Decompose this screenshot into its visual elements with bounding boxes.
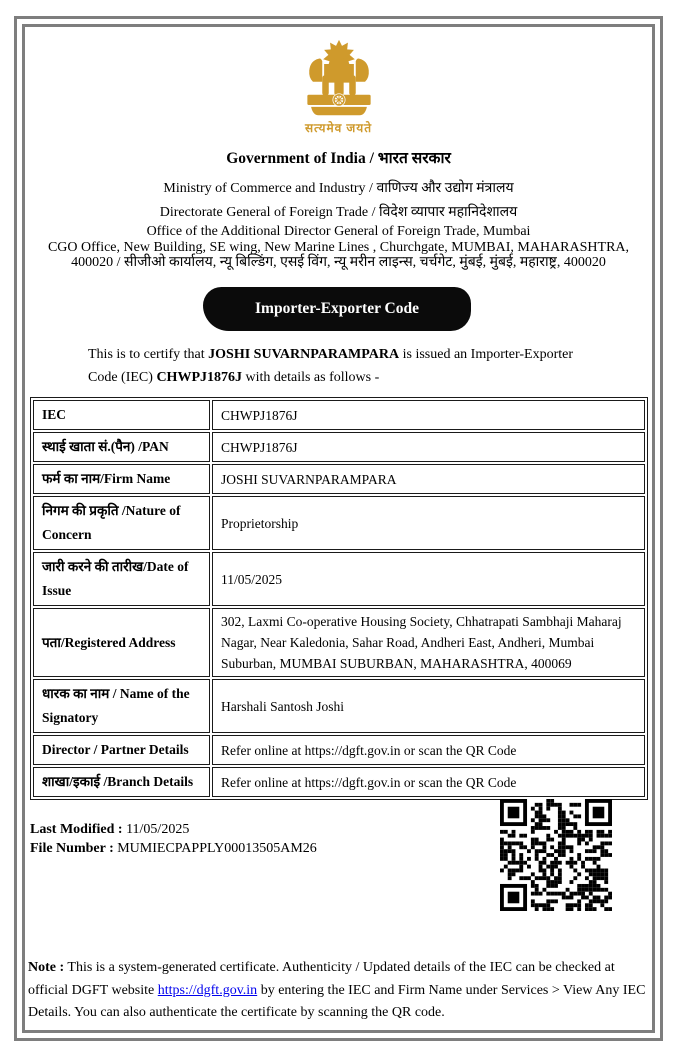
table-row xyxy=(33,496,645,550)
row-label-branch-details: शाखा/इकाई /Branch Details xyxy=(33,767,210,797)
row-value-signatory-name: Harshali Santosh Joshi xyxy=(212,679,645,733)
row-value-iec: CHWPJ1876J xyxy=(212,400,645,430)
table-row xyxy=(33,679,645,733)
file-number-line xyxy=(30,839,317,858)
row-value-registered-address: 302, Laxmi Co-operative Housing Society, Chhatrapati Sambhaji Maharaj Nagar, Near Kaledonia, Sahar Road, Andheri East, Andheri, Mumbai Suburban, MUMBAI SUBURBAN, MAHARASHTRA, 400069 xyxy=(212,608,645,677)
row-value-firm-name: JOSHI SUVARNPARAMPARA xyxy=(212,464,645,494)
office-address-line-1: CGO Office, New Building, SE wing, New Marine Lines , Churchgate, MUMBAI, MAHARASHTRA, xyxy=(47,239,630,255)
table-row xyxy=(33,464,645,494)
file-number-value: MUMIECPAPPLY00013505AM26 xyxy=(113,841,317,856)
iec-code: CHWPJ1876J xyxy=(156,370,242,385)
row-value-nature-of-concern: Proprietorship xyxy=(212,496,645,550)
file-number-label: File Number : xyxy=(30,841,114,856)
last-modified-label: Last Modified : xyxy=(30,822,123,837)
row-label-director-partner-details: Director / Partner Details xyxy=(33,735,210,765)
government-of-india-title: Government of India / भारत सरकार xyxy=(226,150,451,167)
footer-note xyxy=(28,957,649,1025)
office-line: Office of the Additional Director General of Foreign Trade, Mumbai xyxy=(146,224,531,239)
certify-text-3: with details as follows - xyxy=(242,370,380,385)
row-label-signatory-name: धारक का नाम / Name of the Signatory xyxy=(33,679,210,733)
qr-code xyxy=(500,799,612,911)
ministry-title: Ministry of Commerce and Industry / वाणिज्य और उद्योग मंत्रालय xyxy=(163,181,514,196)
certification-statement xyxy=(88,343,592,389)
row-label-registered-address: पता/Registered Address xyxy=(33,608,210,677)
row-label-nature-of-concern: निगम की प्रकृति /Nature of Concern xyxy=(33,496,210,550)
certificate-meta xyxy=(30,820,317,858)
last-modified-value: 11/05/2025 xyxy=(122,822,190,837)
row-label-iec: IEC xyxy=(33,400,210,430)
last-modified-line xyxy=(30,820,317,839)
table-row xyxy=(33,400,645,430)
certify-text: This is to certify that xyxy=(88,347,209,362)
importer-exporter-code-badge xyxy=(203,287,471,331)
row-value-director-partner-details: Refer online at https://dgft.gov.in or scan the QR Code xyxy=(212,735,645,765)
office-address-line-2: 400020 / सीजीओ कार्यालय, न्यू बिल्डिंग, एसई विंग, न्यू मरीन लाइन्स, चर्चगेट, मुंबई, मुंबई, महाराष्ट्र, 400020 xyxy=(71,255,606,270)
row-value-date-of-issue: 11/05/2025 xyxy=(212,552,645,606)
row-label-pan: स्थाई खाता सं.(पैन) /PAN xyxy=(33,432,210,462)
iec-details-table xyxy=(30,397,648,800)
dgft-website-link[interactable]: https://dgft.gov.in xyxy=(157,982,258,998)
table-row xyxy=(33,432,645,462)
table-row xyxy=(33,608,645,677)
directorate-title: Directorate General of Foreign Trade / विदेश व्यापार महानिदेशालय xyxy=(159,205,518,220)
note-label: Note : xyxy=(28,960,65,975)
table-row xyxy=(33,552,645,606)
note-text-after-link: by entering the IEC and Firm Name under Services > View Any IEC Details. You can also authenticate the certificate by scanning the QR code. xyxy=(28,982,646,1020)
row-label-date-of-issue: जारी करने की तारीख/Date of Issue xyxy=(33,552,210,606)
row-value-pan: CHWPJ1876J xyxy=(212,432,645,462)
office-address-block xyxy=(0,224,677,271)
table-row xyxy=(33,767,645,797)
table-row xyxy=(33,735,645,765)
emblem-motto: सत्यमेव जयते xyxy=(304,121,373,135)
national-emblem-icon xyxy=(0,38,677,123)
row-label-firm-name: फर्म का नाम/Firm Name xyxy=(33,464,210,494)
note-text-before-link: This is a system-generated certificate. Authenticity / Updated details of the IEC can be checked at official DGFT website xyxy=(28,960,615,998)
row-value-branch-details: Refer online at https://dgft.gov.in or scan the QR Code xyxy=(212,767,645,797)
certify-text-2: is issued an Importer-Exporter Code (IEC) xyxy=(88,347,574,385)
firm-name: JOSHI SUVARNPARAMPARA xyxy=(208,347,400,362)
badge-label: Importer-Exporter Code xyxy=(255,300,419,317)
